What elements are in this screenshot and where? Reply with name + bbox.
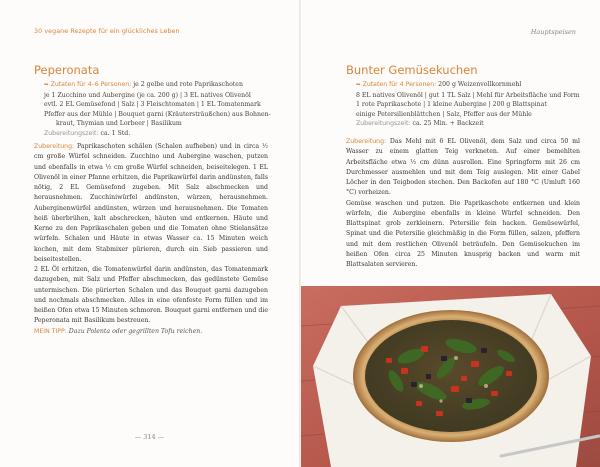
- method-block-left: [34, 142, 268, 337]
- ingredients-line: kraut, Thymian und Lorbeer | Basilikum: [56, 120, 182, 128]
- running-head: 30 vegane Rezepte für ein glückliches Leben: [34, 28, 180, 35]
- prep-time-value: ca. 25 Min. + Backzeit: [412, 120, 484, 128]
- ingredients-label: Zutaten für 4 Personen:: [362, 81, 437, 88]
- tip-label: MEIN TIPP:: [34, 327, 67, 335]
- method-text: Paprikaschoten schälen (Schalen aufheben) und in circa ½ cm große Würfel schneiden. Zucchino und Aubergine waschen, putzen und ebenfalls in etwa ½ cm große Würfel schneiden, beiseitelegen. 1 EL Olivenöl in einer Pfanne erhitzen, die Paprikawürfel darin andünsten, falls nötig, 2 EL Gemüsefond zugeben. Mit Salz abschmecken und herausnehmen. Zucchiniwürfel andünsten, würzen, herausnehmen. Auberginenwürfel andünsten, würzen und herausnehmen. Die Tomaten heiß überbrühen, kalt abschrecken, häuten und entkernen. Häute und Kerne zu den Paprikaschalen geben und die Tomaten ohne Stielansätze würfeln. Schalen und Häute in etwas Wasser ca. 15 Minuten weich kochen, mit dem Stabmixer pürieren, durch ein Sieb passieren und beiseitestellen.: [34, 143, 269, 263]
- tart-illustration: [301, 286, 600, 467]
- prep-time-label: Zubereitungszeit:: [44, 129, 99, 137]
- tip-text: Dazu Polenta oder gegrillten Tofu reichen.: [68, 327, 203, 335]
- ingredients-label: Zutaten für 4–6 Personen:: [50, 81, 132, 88]
- method-text: Das Mehl mit 6 EL Olivenöl, dem Salz und circa 50 ml Wasser zu einem glatten Teig verkneten. Auf einer bemehlten Arbeitsfläche etwa ½ cm dünn ausrollen. Eine Springform mit 26 cm Durchmesser ausmehlen und mit dem Teig auslegen. Mit einer Gabel Löcher in den Teigboden stechen. Den Backofen auf 180 °C (Umluft 160 °C) vorheizen.: [346, 138, 580, 197]
- prep-time: [44, 129, 276, 139]
- ingredients-line: je 1 Zucchino und Aubergine (je ca. 200 g) | 3 EL natives Olivenöl: [44, 91, 251, 99]
- ingredients-text: 200 g Weizenvollkornmehl: [438, 81, 522, 88]
- ingredients-line: 8 EL natives Olivenöl | gut 1 TL Salz | Mehl für Arbeitsfläche und Form: [356, 91, 580, 99]
- ingredients-line: 1 rote Paprikaschote | 1 kleine Aubergine | 200 g Blattspinat: [356, 101, 547, 109]
- ingredients-line: Pfeffer aus der Mühle | Bouquet garni (Kräutersträußchen) aus Bohnen-: [44, 110, 271, 118]
- section-title: Hauptspeisen: [530, 28, 576, 36]
- tip: [34, 327, 268, 337]
- recipe-title-gemuesekuchen: Bunter Gemüsekuchen: [346, 63, 478, 77]
- prep-time-label: Zubereitungszeit:: [356, 120, 411, 128]
- ingredients-line: [356, 80, 584, 91]
- method-block-right: [346, 137, 580, 270]
- recipe-title-peperonata: Peperonata: [34, 63, 100, 77]
- ingredients-line: [44, 80, 276, 91]
- arrow-bullet-icon: ➥: [44, 82, 49, 88]
- vegetable-tart-photo: [301, 286, 600, 467]
- prep-time: [356, 119, 584, 129]
- ingredients-block-left: [44, 80, 276, 139]
- page-number: — 314 —: [134, 433, 165, 441]
- method-label: Zubereitung:: [34, 143, 75, 150]
- method-paragraph-2: 2 EL Öl erhitzen, die Tomatenwürfel darin andünsten, das Tomatenmark dazugeben, mit Salz und Pfeffer abschmecken, das gedünstete Gemüse untermischen. Die pürierten Schalen und das Bouquet garni dazugeben und nochmals abschmecken. Alles in eine ofenfeste Form füllen und im heißen Ofen etwa 15 Minuten schmoren. Bouquet garni entfernen und die Peperonata mit Basilikum bestreuen.: [34, 266, 268, 325]
- ingredients-block-right: [356, 80, 584, 129]
- ingredients-line: evtl. 2 EL Gemüsefond | Salz | 3 Fleischtomaten | 1 EL Tomatenmark: [44, 101, 261, 109]
- prep-time-value: ca. 1 Std.: [100, 129, 131, 137]
- method-label: Zubereitung:: [346, 138, 387, 145]
- ingredients-text: je 2 gelbe und rote Paprikaschoten: [133, 81, 243, 88]
- ingredients-line: einige Petersilienblättchen | Salz, Pfeffer aus der Mühle: [356, 110, 532, 118]
- arrow-bullet-icon: ➥: [356, 82, 361, 88]
- method-paragraph-2: Gemüse waschen und putzen. Die Paprikaschote entkernen und klein würfeln, die Aubergine ebenfalls in kleine Würfel schneiden. Den Blattspinat grob zerkleinern. Petersilie fein hacken. Gemüsewürfel, Spinat und die Petersilie gleichmäßig in die Form füllen, salzen, pfeffern und mit dem restlichen Olivenöl beträufeln. Den Gemüsekuchen im heißen Ofen circa 25 Minuten knusprig backen und warm mit Blattsalaten servieren.: [346, 199, 580, 268]
- left-page: [0, 0, 299, 467]
